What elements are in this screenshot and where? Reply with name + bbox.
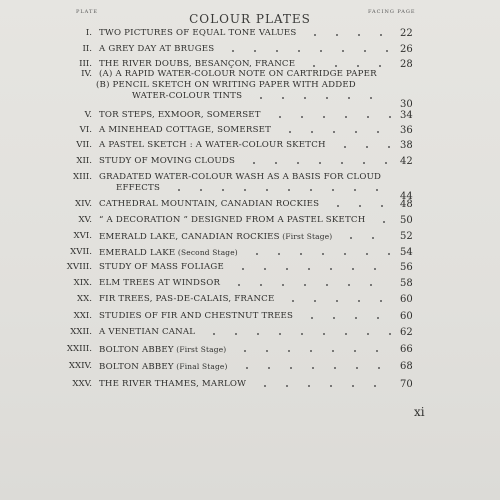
leader-dots [246,247,392,257]
plate-number: XII. [76,156,92,166]
plate-number: XV. [78,215,92,225]
plate-title: (B) PENCIL SKETCH ON WRITING PAPER WITH ADDED [96,80,356,90]
facing-page-number: 48 [400,199,413,210]
plate-number: II. [82,44,92,54]
facing-page-number: 26 [400,44,413,55]
plate-number: XXI. [73,311,92,321]
leader-dots [254,379,392,389]
plate-title: STUDY OF MOVING CLOUDS [99,156,236,166]
plate-title: A GREY DAY AT BRUGES [99,44,215,54]
plate-number: III. [79,59,92,69]
facing-page-number: 58 [400,278,413,289]
facing-page-number: 50 [400,215,413,226]
facing-page-number: 36 [400,125,413,136]
facing-page-number: 56 [400,262,413,273]
plate-title: THE RIVER THAMES, MARLOW [99,379,247,389]
leader-dots [168,183,392,193]
plate-number: XIII. [72,172,92,182]
leader-dots [303,59,392,69]
facing-page-number: 34 [400,110,413,121]
facing-page-number: 42 [400,156,413,167]
plate-stage-note: (Second Stage) [175,248,238,257]
facing-page-number: 28 [400,59,413,70]
leader-dots [373,215,392,225]
leader-dots [250,91,392,101]
plate-number: VII. [76,140,92,150]
column-header-facing-page: FACING PAGE [368,9,416,15]
plate-title: A PASTEL SKETCH : A WATER-COLOUR SKETCH [99,140,326,150]
facing-page-number: 68 [400,361,413,372]
plate-title: “ A DECORATION ” DESIGNED FROM A PASTEL SKETCH [99,215,366,225]
plate-number: XVI. [73,231,92,241]
leader-dots [222,44,392,54]
plate-number: VI. [79,125,92,135]
plate-title: GRADATED WATER-COLOUR WASH AS A BASIS FOR CLOUD [99,172,382,182]
plate-number: XIV. [75,199,92,209]
leader-dots [232,262,392,272]
plate-title: ELM TREES AT WINDSOR [99,278,221,288]
plate-title: TOR STEPS, EXMOOR, SOMERSET [99,110,261,120]
facing-page-number: 30 [400,99,413,110]
leader-dots [234,344,392,354]
leader-dots [203,327,392,337]
facing-page-number: 60 [400,294,413,305]
plate-stage-note: (First Stage) [173,345,227,354]
leader-dots [236,361,392,371]
page-title: COLOUR PLATES [189,12,311,26]
column-header-plate: PLATE [76,9,99,15]
leader-dots [282,294,392,304]
facing-page-number: 60 [400,311,413,322]
plate-title: THE RIVER DOUBS, BESANÇON, FRANCE [99,59,296,69]
facing-page-number: 62 [400,327,413,338]
plate-number: I. [85,28,92,38]
plate-number: XVII. [70,247,92,257]
plate-title: TWO PICTURES OF EQUAL TONE VALUES [99,28,297,38]
leader-dots [304,28,392,38]
plate-title: STUDIES OF FIR AND CHESTNUT TREES [99,311,294,321]
leader-dots [279,125,392,135]
plate-title: FIR TREES, PAS-DE-CALAIS, FRANCE [99,294,275,304]
plate-number: XIX. [73,278,92,288]
plate-stage-note: (Final Stage) [173,362,228,371]
leader-dots [327,199,392,209]
plate-title: BOLTON ABBEY (Final Stage) [99,362,228,372]
plate-number: V. [84,110,92,120]
plate-number: IV. [81,69,92,79]
facing-page-number: 44 [400,191,413,202]
plate-number: XXIV. [68,361,92,371]
plate-title: A MINEHEAD COTTAGE, SOMERSET [99,125,272,135]
plate-stage-note: (First Stage) [279,232,333,241]
plate-title: BOLTON ABBEY (First Stage) [99,345,227,355]
leader-dots [334,140,392,150]
facing-page-number: 70 [400,379,413,390]
leader-dots [228,278,392,288]
facing-page-number: 52 [400,231,413,242]
leader-dots [243,156,392,166]
plate-title: EFFECTS [116,183,161,193]
plate-number: XVIII. [66,262,92,272]
plate-number: XX. [77,294,92,304]
leader-dots [301,311,392,321]
plate-title: EMERALD LAKE, CANADIAN ROCKIES (First Stage) [99,232,333,242]
leader-dots [269,110,392,120]
plate-title: STUDY OF MASS FOLIAGE [99,262,224,272]
plate-number: XXV. [72,379,92,389]
plate-title: EMERALD LAKE (Second Stage) [99,248,238,258]
plate-number: XXII. [70,327,92,337]
plate-title: A VENETIAN CANAL [99,327,196,337]
page-number: xi [414,405,425,419]
plate-number: XXIII. [66,344,92,354]
facing-page-number: 38 [400,140,413,151]
facing-page-number: 66 [400,344,413,355]
facing-page-number: 22 [400,28,413,39]
plate-title: (A) A RAPID WATER-COLOUR NOTE ON CARTRIDGE PAPER [99,69,377,79]
plate-title: WATER-COLOUR TINTS [132,91,243,101]
facing-page-number: 54 [400,247,413,258]
plate-title: CATHEDRAL MOUNTAIN, CANADIAN ROCKIES [99,199,320,209]
leader-dots [340,231,392,241]
